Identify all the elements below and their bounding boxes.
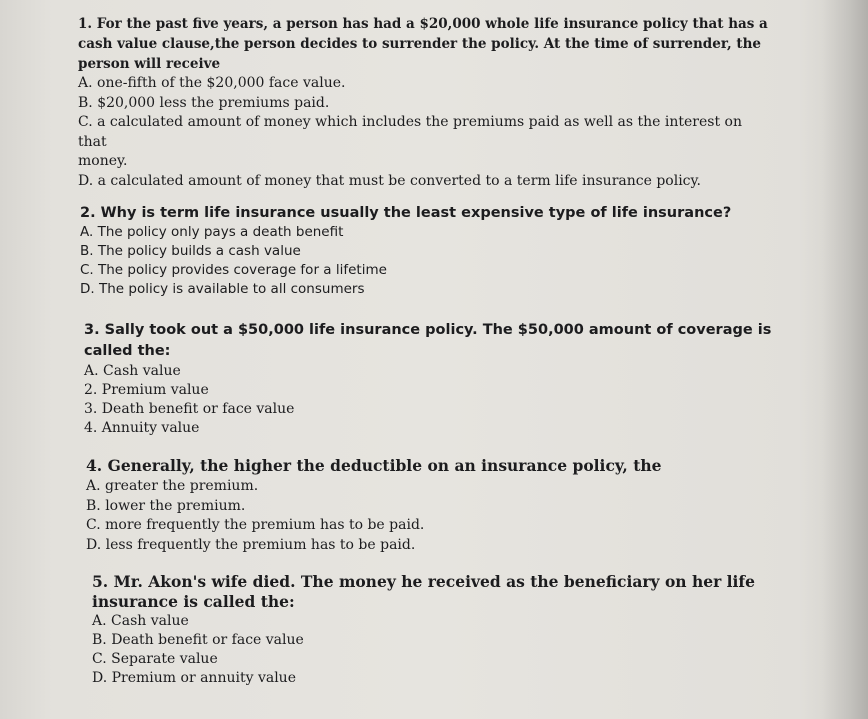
question-5 — [92, 572, 782, 688]
question-3 — [84, 320, 774, 438]
answer-option: D. The policy is available to all consumers — [80, 281, 365, 297]
question-stem-line: insurance is called the: — [92, 592, 295, 611]
answer-option: B. The policy builds a cash value — [80, 243, 301, 259]
answer-option: D. less frequently the premium has to be paid. — [86, 536, 416, 553]
question-stem-line: cash value clause,the person decides to surrender the policy. At the time of surrender, the — [78, 36, 762, 52]
question-stem-line: person will receive — [78, 56, 221, 72]
question-stem-line: 2. Why is term life insurance usually the least expensive type of life insurance? — [80, 205, 732, 221]
answer-option: C. a calculated amount of money which includes the premiums paid as well as the interest on that — [78, 114, 742, 150]
question-2 — [80, 203, 770, 299]
question-stem-line: 3. Sally took out a $50,000 life insurance policy. The $50,000 amount of coverage is — [84, 322, 772, 338]
answer-option: C. Separate value — [92, 651, 218, 667]
question-stem-line: 4. Generally, the higher the deductible on an insurance policy, the — [86, 456, 662, 475]
answer-option: A. The policy only pays a death benefit — [80, 224, 344, 240]
answer-option: A. greater the premium. — [86, 478, 259, 494]
answer-option: 3. Death benefit or face value — [84, 401, 295, 417]
answer-option: B. Death benefit or face value — [92, 632, 304, 648]
answer-option: C. more frequently the premium has to be paid. — [86, 517, 425, 533]
answer-option: 2. Premium value — [84, 382, 209, 398]
answer-option: C. The policy provides coverage for a lifetime — [80, 262, 387, 278]
answer-option: D. a calculated amount of money that must be converted to a term life insurance policy. — [78, 172, 702, 189]
answer-option: money. — [78, 153, 128, 169]
answer-option: D. Premium or annuity value — [92, 670, 296, 686]
answer-option: A. one-fifth of the $20,000 face value. — [78, 75, 346, 91]
answer-option: B. $20,000 less the premiums paid. — [78, 94, 330, 111]
answer-option: A. Cash value — [84, 363, 181, 379]
question-stem-line: called the: — [84, 343, 171, 359]
answer-option: 4. Annuity value — [84, 420, 200, 436]
answer-option: B. lower the premium. — [86, 497, 246, 514]
question-stem-line: 1. For the past five years, a person has had a $20,000 whole life insurance policy that has a — [78, 16, 768, 32]
question-4 — [86, 455, 776, 555]
question-stem-line: 5. Mr. Akon's wife died. The money he received as the beneficiary on her life — [92, 572, 755, 591]
page-edge-shadow — [822, 0, 868, 719]
question-1 — [78, 14, 768, 191]
answer-option: A. Cash value — [92, 613, 189, 629]
